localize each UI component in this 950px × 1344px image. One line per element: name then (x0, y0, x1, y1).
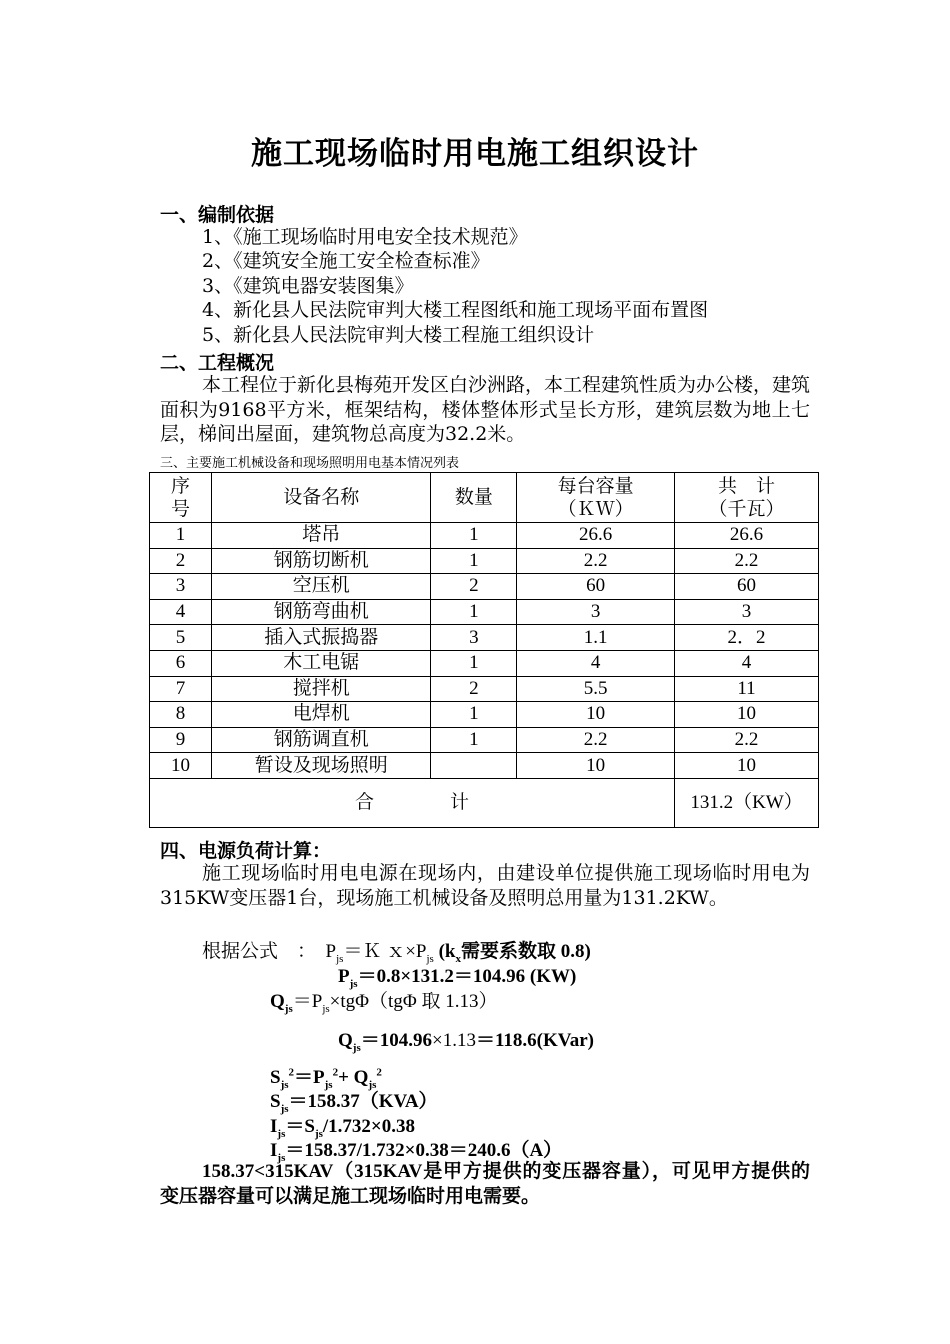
cell: 钢筋切断机 (211, 548, 430, 574)
total-value: 131.2（KW） (675, 778, 819, 827)
cell: 9 (150, 727, 212, 753)
table-total-row (150, 778, 819, 827)
cell: 2．2 (675, 625, 819, 651)
table-header-row (150, 473, 819, 523)
cell: 1 (431, 599, 517, 625)
cell: 2 (150, 548, 212, 574)
cell: 5 (150, 625, 212, 651)
formula-3: $Q_{js}=P_{js}\times tg\Phi(tg\Phi$ 取 1.13） (270, 991, 498, 1015)
header-cell: 设备名称 (211, 473, 430, 523)
cell: 1 (431, 650, 517, 676)
formula-6: $S_{js}=158.37(KVA)$ (270, 1091, 438, 1115)
cell: 2.2 (517, 548, 675, 574)
cell: 1.1 (517, 625, 675, 651)
cell (431, 753, 517, 779)
table-row (150, 574, 819, 600)
cell: 暂设及现场照明 (211, 753, 430, 779)
header-cell: 数量 (431, 473, 517, 523)
formula-4: $Q_{js}=104.96\times 1.13=118.6(KVar)$ (338, 1030, 595, 1054)
power-source-paragraph: 施工现场临时用电电源在现场内，由建设单位提供施工现场临时用电为315KW变压器1台，现场施工机械设备及照明总用量为131.2KW。 (160, 862, 810, 909)
cell: 60 (517, 574, 675, 600)
cell: 3 (150, 574, 212, 600)
cell: 2.2 (517, 727, 675, 753)
cell: 1 (150, 523, 212, 549)
table-row (150, 599, 819, 625)
formula-2: $P_{js}=0.8\times 131.2=104.96$ (KW) (338, 966, 577, 990)
table-row (150, 702, 819, 728)
cell: 1 (431, 523, 517, 549)
table-row (150, 523, 819, 549)
cell: 2 (431, 676, 517, 702)
formula-7: $I_{js}=S_{js}/1.732\times 0.38$ (270, 1116, 415, 1140)
table-caption: 三、主要施工机械设备和现场照明用电基本情况列表 (160, 456, 460, 471)
cell: 钢筋调直机 (211, 727, 430, 753)
cell: 空压机 (211, 574, 430, 600)
cell: 2 (431, 574, 517, 600)
cell: 3 (675, 599, 819, 625)
cell: 7 (150, 676, 212, 702)
table-row (150, 727, 819, 753)
cell: 塔吊 (211, 523, 430, 549)
cell: 26.6 (675, 523, 819, 549)
cell: 60 (675, 574, 819, 600)
cell: 10 (517, 753, 675, 779)
section-4-heading: 四、电源负荷计算： (160, 840, 332, 862)
cell: 木工电锯 (211, 650, 430, 676)
cell: 3 (431, 625, 517, 651)
conclusion-paragraph: 158.37<315KAV（315KAV是甲方提供的变压器容量），可见甲方提供的变压器容量可以满足施工现场临时用电需要。 (160, 1161, 810, 1207)
basis-item: 5、新化县人民法院审判大楼工程施工组织设计 (202, 324, 595, 346)
cell: 4 (517, 650, 675, 676)
cell: 2.2 (675, 548, 819, 574)
cell: 1 (431, 548, 517, 574)
table-row (150, 650, 819, 676)
cell: 4 (675, 650, 819, 676)
header-cell: 每台容量（ＫＷ） (517, 473, 675, 523)
header-cell: 序号 (150, 473, 212, 523)
cell: 2.2 (675, 727, 819, 753)
total-label: 合 计 (150, 778, 675, 827)
cell: 8 (150, 702, 212, 728)
formula-8: $I_{js}=158.37/1.732\times 0.38=240.6(A)$ (270, 1140, 563, 1164)
cell: 搅拌机 (211, 676, 430, 702)
header-cell: 共 计（千瓦） (675, 473, 819, 523)
basis-item: 2、《建筑安全施工安全检查标准》 (202, 250, 490, 272)
table-row (150, 625, 819, 651)
cell: 26.6 (517, 523, 675, 549)
table-row (150, 676, 819, 702)
formula-5: $S_{js}^2=P_{js}^2+ Q_{js}^2$ (270, 1066, 382, 1091)
basis-item: 4、新化县人民法院审判大楼工程图纸和施工现场平面布置图 (202, 299, 709, 321)
cell: 5.5 (517, 676, 675, 702)
cell: 电焊机 (211, 702, 430, 728)
cell: 11 (675, 676, 819, 702)
cell: 1 (431, 727, 517, 753)
cell: 钢筋弯曲机 (211, 599, 430, 625)
cell: 插入式振捣器 (211, 625, 430, 651)
cell: 10 (675, 753, 819, 779)
cell: 4 (150, 599, 212, 625)
section-1-heading: 一、编制依据 (160, 204, 275, 226)
cell: 10 (150, 753, 212, 779)
section-2-heading: 二、工程概况 (160, 352, 275, 374)
cell: 6 (150, 650, 212, 676)
cell: 1 (431, 702, 517, 728)
table-row (150, 753, 819, 779)
cell: 10 (675, 702, 819, 728)
overview-paragraph: 本工程位于新化县梅苑开发区白沙洲路，本工程建筑性质为办公楼，建筑面积为9168平方米，框架结构，楼体整体形式呈长方形，建筑层数为地上七层，梯间出屋面，建筑物总高度为32.2米。 (160, 374, 811, 445)
table-row (150, 548, 819, 574)
equipment-table (149, 472, 819, 828)
basis-item: 3、《建筑电器安装图集》 (202, 275, 414, 297)
cell: 10 (517, 702, 675, 728)
formula-1: 根据公式 ： $P_{js}=K$ $x\times P_{js}$ ($k_x$需要系数取 0.8) (202, 941, 591, 965)
formula-label: 根据公式 ： (202, 941, 317, 962)
basis-item: 1、《施工现场临时用电安全技术规范》 (202, 226, 528, 248)
cell: 3 (517, 599, 675, 625)
page-title: 施工现场临时用电施工组织设计 (251, 136, 699, 172)
